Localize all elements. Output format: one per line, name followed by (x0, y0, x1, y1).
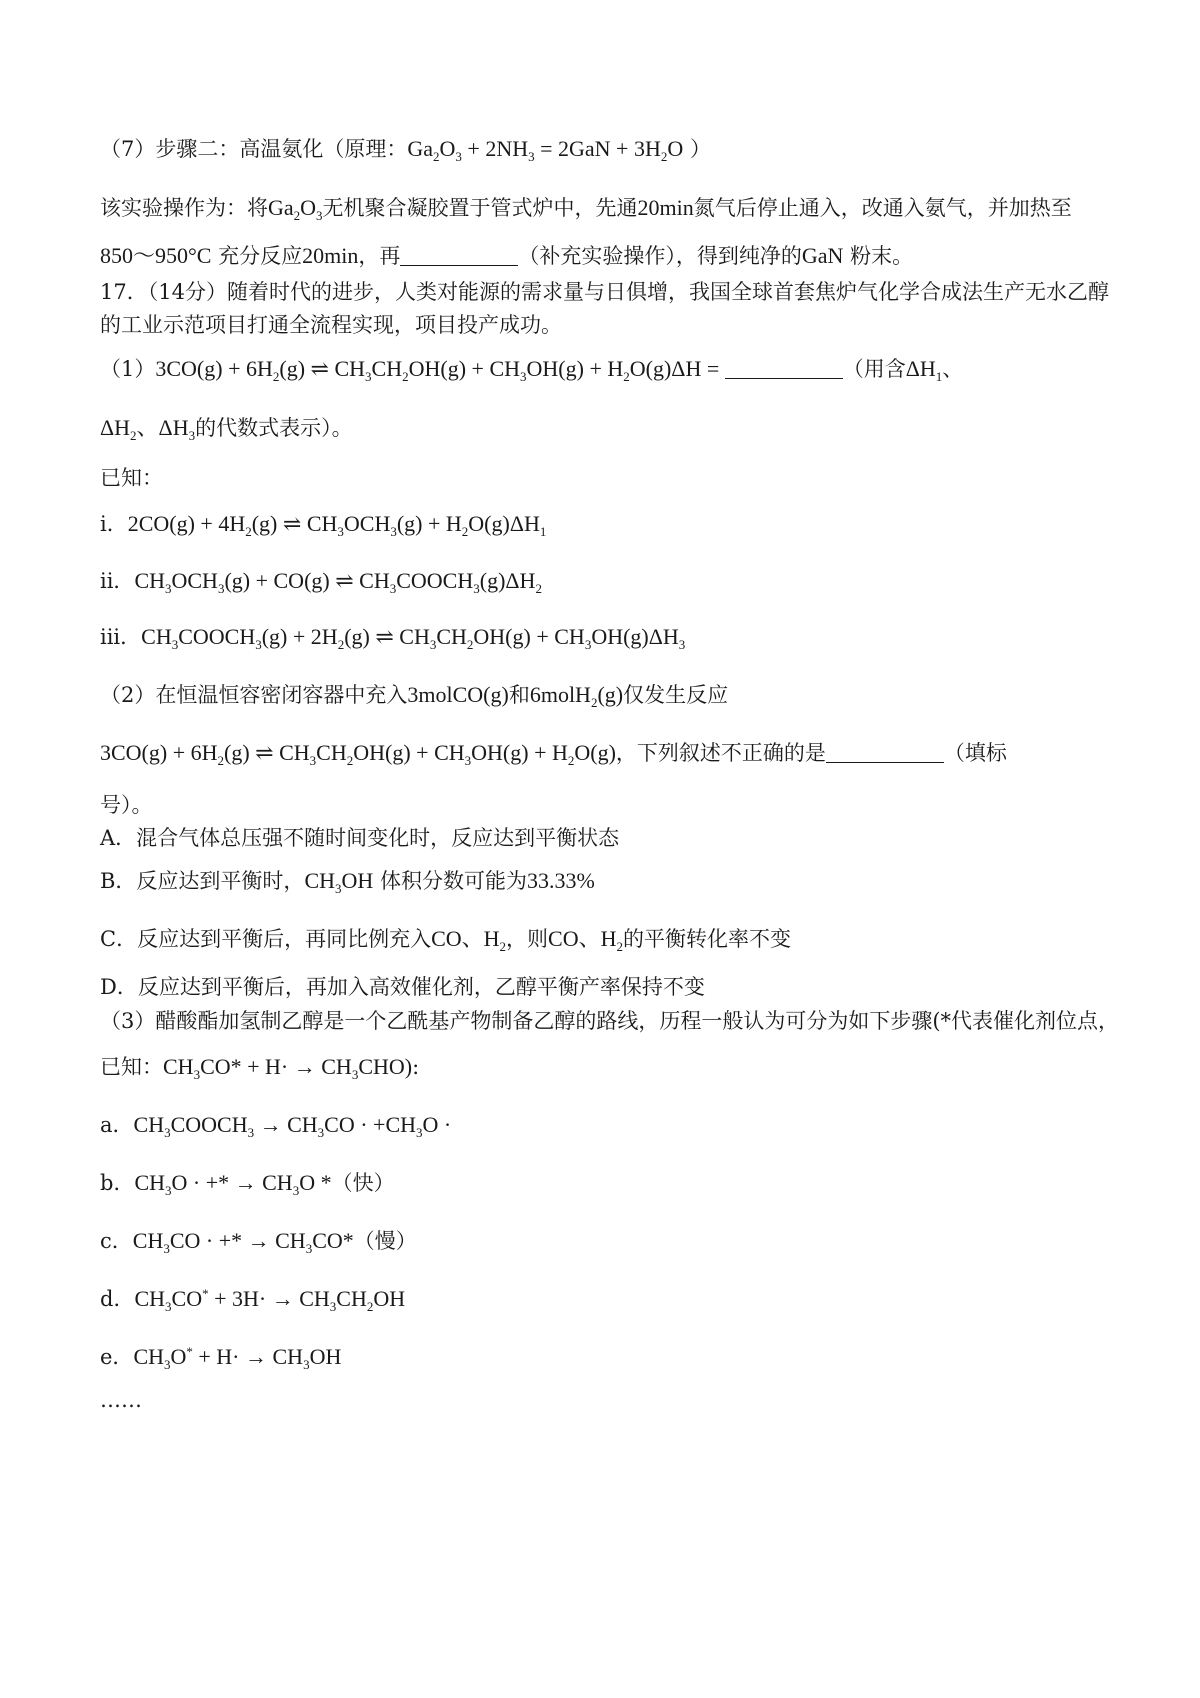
text: i． (100, 512, 128, 536)
text: B．反应达到平衡时， (100, 869, 305, 893)
h2-amount: 6molH$_2$(g) (529, 682, 624, 710)
option-d: D．反应达到平衡后，再加入高效催化剂，乙醇平衡产率保持不变 (100, 975, 705, 999)
step-a (100, 1110, 1110, 1140)
reaction-iii-equation: $CH_3COOCH_3(g) + 2H_2(g)$ ⇌ $CH_3CH_2OH(g) + CH_3OH(g)\Delta H_3$ (141, 624, 686, 652)
step-b (100, 1168, 1110, 1198)
q16-7-operation (100, 193, 1110, 223)
ga2o3-formula: $Ga_2O_3$ (268, 195, 323, 223)
text: （用含 (842, 357, 906, 381)
text: （1） (100, 357, 156, 381)
step-d-equation: $CH_3CO^* + 3H\cdot \to CH_3CH_2OH$ (134, 1286, 406, 1314)
text: （快） (331, 1171, 395, 1195)
text: iii． (100, 625, 142, 649)
text: b． (100, 1171, 135, 1195)
part2-equation: $3CO(g) + 6H_2(g)$ ⇌ $CH_3CH_2OH(g) + CH_3OH(g) + H_2O(g)$ (100, 740, 616, 768)
reaction-i (100, 509, 1110, 539)
volume-fraction-value: 33.33% (526, 868, 595, 893)
target-equation: $3CO(g) + 6H_2(g)$ ⇌ $CH_3CH_2OH(g) + CH_3OH(g) + H_2O(g)\Delta H$ = (155, 356, 725, 384)
text: 已知： (100, 1055, 163, 1079)
text: （补充实验操作），得到纯净的 (518, 244, 802, 268)
text: ii． (100, 569, 135, 593)
text: 的平衡转化率不变 (622, 927, 791, 951)
option-c (100, 924, 1110, 954)
text: d． (100, 1287, 135, 1311)
time-value: 20min (302, 243, 359, 268)
dh1: $\Delta H_1$ (905, 356, 943, 384)
text: 体积分数可能为 (379, 869, 527, 893)
step-e (100, 1342, 1110, 1372)
q16-7-prefix: （7）步骤二：高温氨化（原理： (100, 137, 408, 161)
known-reaction: $CH_3CO* + H\cdot \to CH_3CHO$) (163, 1054, 413, 1082)
text: 和 (508, 683, 530, 707)
text: 粉末。 (850, 244, 914, 268)
co-amount: 3molCO(g) (407, 682, 509, 707)
answer-blank[interactable] (826, 742, 944, 763)
text: ，则 (506, 927, 549, 951)
reaction-ii-equation: $CH_3OCH_3(g) + CO(g)$ ⇌ $CH_3COOCH_3(g)\Delta H_2$ (134, 568, 542, 596)
q17-part1-cont (100, 413, 1110, 443)
text: （填标 (943, 741, 1007, 765)
q16-7-suffix: ） (689, 137, 711, 161)
option-a: A．混合气体总压强不随时间变化时，反应达到平衡状态 (100, 826, 620, 850)
text: 无机聚合凝胶置于管式炉中，先通 (322, 196, 638, 220)
text: （2）在恒温恒容密闭容器中充入 (100, 683, 408, 707)
ch3oh-formula: $CH_3OH$ (304, 868, 374, 896)
answer-blank[interactable] (725, 358, 843, 379)
q17-part3-known: 已知：$CH_3CO* + H\cdot \to CH_3CHO$): (100, 1054, 420, 1082)
step-e-equation: $CH_3O^* + H\cdot \to CH_3OH$ (133, 1344, 342, 1372)
temp-value: 850～950°C (100, 243, 212, 268)
text: 仅发生反应 (623, 683, 729, 707)
step-c (100, 1226, 1110, 1256)
ammoniation-equation: $Ga_2O_3 + 2NH_3 = 2GaN + 3H_2O$ (407, 136, 684, 164)
product-formula: GaN (801, 243, 844, 268)
text: 充分反应 (218, 244, 303, 268)
known-label: 已知： (100, 466, 163, 490)
q17-part3: （3）醋酸酯加氢制乙醇是一个乙酰基产物制备乙醇的路线，历程一般认为可分为如下步骤(*代表催化剂位点， (100, 1009, 1120, 1033)
q17-stem-line2: 的工业示范项目打通全流程实现，项目投产成功。 (100, 313, 562, 337)
option-b (100, 866, 1110, 896)
text: 氮气后停止通入，改通入氨气，并加热至 (693, 196, 1072, 220)
q16-7-line (100, 134, 1110, 164)
q17-part2 (100, 680, 1110, 710)
q16-7-operation-cont (100, 241, 1110, 271)
q17-part2-equation (100, 738, 1110, 768)
q17-stem-line1: 17．（14分）随着时代的进步，人类对能源的需求量与日俱增，我国全球首套焦炉气化学合成法生产无水乙醇 (100, 280, 1109, 304)
text: ，再 (358, 244, 401, 268)
dh2-dh3: $\Delta H_2$、$\Delta H_3$ (100, 415, 196, 443)
q17-part2-tail: 号）。 (100, 793, 153, 817)
step-b-equation: $CH_3O$ · +* → $CH_3O$ * (134, 1170, 332, 1198)
q17-part1: $(1)3CO(g) + 6H_2(g)$ ⇌ $CH_3CH_2OH(g) + CH_3OH(g) + H_2O(g)\Delta H$ = （用含$\Delta H_1$、 (100, 356, 964, 384)
text: 的代数式表示）。 (195, 416, 353, 440)
co-h2-2: CO、$H_2$ (548, 926, 623, 954)
text: ，下列叙述不正确的是 (615, 741, 826, 765)
co-h2: CO、$H_2$ (431, 926, 507, 954)
text: e． (100, 1345, 134, 1369)
reaction-iii (100, 622, 1110, 652)
step-d (100, 1284, 1110, 1314)
text: a． (100, 1113, 134, 1137)
answer-blank[interactable] (400, 245, 518, 266)
step-c-equation: $CH_3CO$ · +* → $CH_3CO*$ (132, 1228, 354, 1256)
time-value: 20min (637, 195, 694, 220)
step-a-equation: $CH_3COOCH_3 \to CH_3CO \cdot +CH_3O$ · (133, 1112, 452, 1140)
text: C．反应达到平衡后，再同比例充入 (100, 927, 432, 951)
ellipsis: …… (100, 1388, 142, 1412)
reaction-i-equation: $2CO(g) + 4H_2(g)$ ⇌ $CH_3OCH_3(g) + H_2O(g)\Delta H_1$ (127, 511, 547, 539)
text: 该实验操作为：将 (100, 196, 268, 220)
reaction-ii (100, 566, 1110, 596)
text: （慢） (353, 1229, 417, 1253)
text: c． (100, 1229, 133, 1253)
